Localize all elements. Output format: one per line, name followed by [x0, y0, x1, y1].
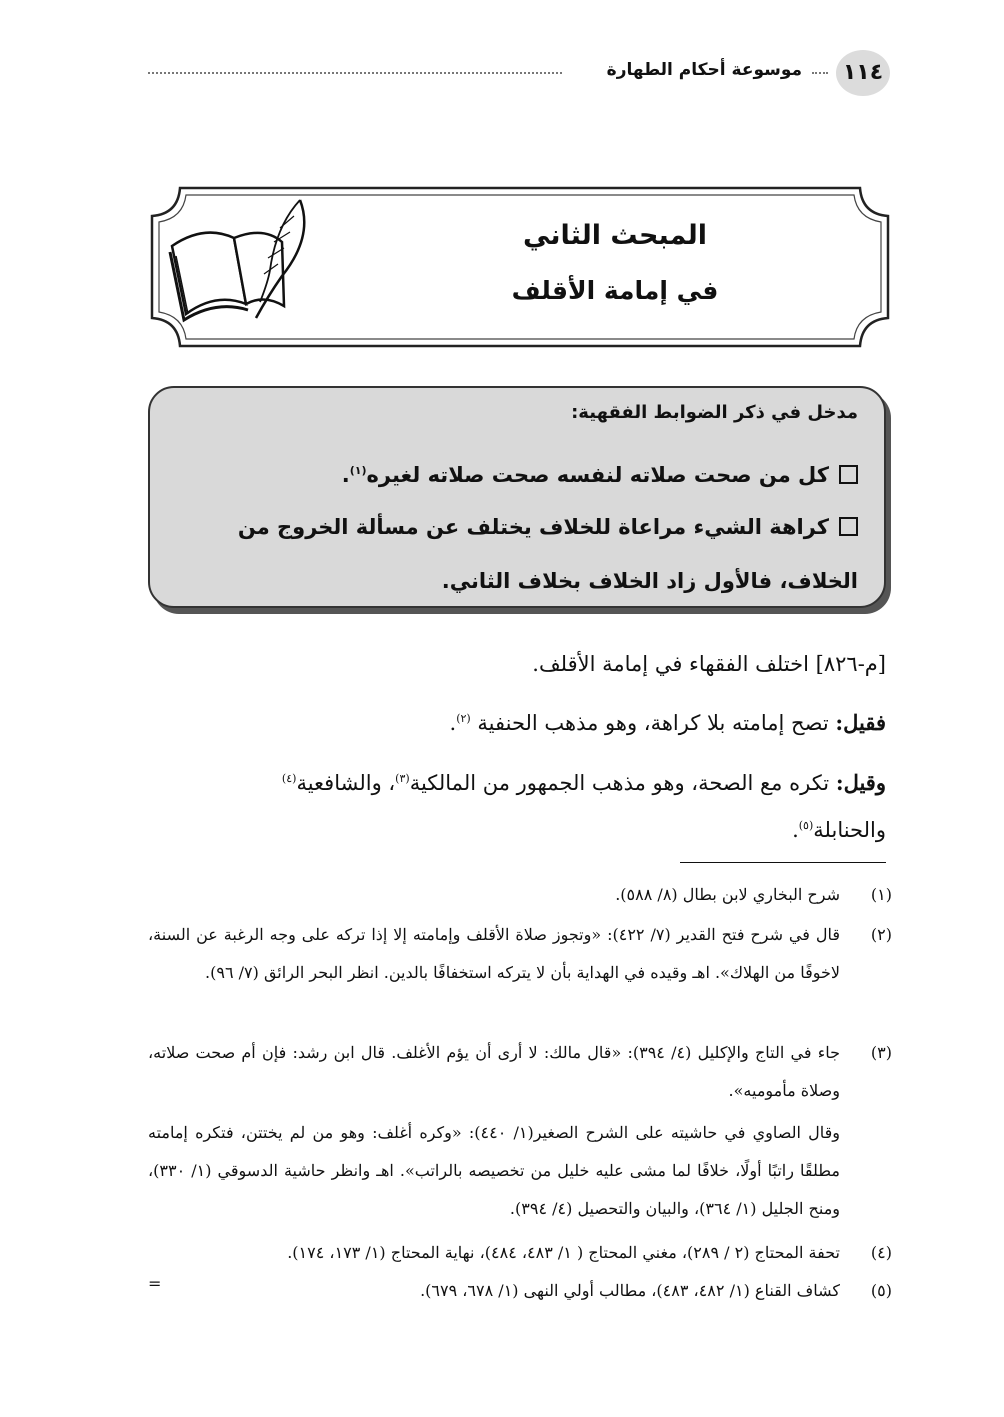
principle-text: كل من صحت صلاته لنفسه صحت صلاته لغيره [366, 463, 829, 487]
footnote-ref: (٣) [395, 772, 410, 785]
paragraph-intro: [م-٨٢٦] اختلف الفقهاء في إمامة الأقلف. [532, 652, 886, 676]
footnote-number: (٣) [870, 1043, 892, 1062]
page-number: ١١٤ [836, 50, 890, 96]
footnote-number: (٥) [870, 1281, 892, 1300]
principles-heading: مدخل في ذكر الضوابط الفقهية: [571, 402, 858, 423]
section-title: المبحث الثاني [523, 220, 707, 251]
footnote-number: (٢) [870, 925, 892, 944]
book-and-quill-icon [164, 196, 314, 326]
running-header [140, 50, 892, 96]
footnote-1 [148, 876, 892, 914]
footnote-text: جاء في التاج والإكليل (٤/ ٣٩٤): «قال مالك: لا أرى أن يؤم الأغلف. قال ابن رشد: فإن أم صحت صلاته، وصلاة مأموميه». [148, 1043, 841, 1100]
section-subtitle: في إمامة الأقلف [511, 276, 719, 305]
opinion-text: والحنابلة [813, 818, 886, 842]
footnote-text: شرح البخاري لابن بطال (٨/ ٥٨٨). [615, 885, 840, 904]
paragraph-opinion-2 [150, 770, 886, 795]
footnote-ref: (٤) [281, 772, 297, 785]
footnote-ref: (٢) [456, 712, 471, 725]
footnote-text: كشاف القناع (١/ ٤٨٢، ٤٨٣)، مطالب أولي النهى (١/ ٦٧٨، ٦٧٩). [420, 1281, 840, 1300]
header-dotted-rule [148, 72, 562, 74]
footnote-number: (٤) [870, 1243, 892, 1262]
book-title: موسوعة أحكام الطهارة [599, 60, 810, 80]
footnote-3-continued [148, 1114, 892, 1228]
checkbox-icon [839, 465, 858, 484]
footnote-ref: (٥) [798, 819, 814, 832]
footnote-3 [148, 1034, 892, 1110]
principles-box [148, 386, 886, 608]
section-title-frame [150, 186, 890, 348]
footnote-2 [148, 916, 892, 992]
header-dotted-rule-short [812, 72, 828, 74]
footnote-text: قال في شرح فتح القدير (٧/ ٤٢٢): «وتجوز صلاة الأقلف وإمامته إلا إذا تركه على وجه الرغبة عن السنة، لاخوفًا من الهلاك». اهـ وقيده في الهداية بأن لا يتركه استخفافًا بالدين. انظر البحر الرائق (٧/ ٩٦). [148, 925, 841, 982]
principle-item: كل من صحت صلاته لنفسه صحت صلاته لغيره$^{(١)}$. [164, 444, 858, 502]
continuation-mark: = [148, 1274, 162, 1293]
footnote-number: (١) [870, 885, 892, 904]
checkbox-icon [839, 517, 858, 536]
paragraph-opinion-2-cont: والحنابلة$^{(٥)}$. [792, 818, 886, 842]
footnote-4 [148, 1234, 892, 1272]
opinion-text: تكره مع الصحة، وهو مذهب الجمهور من المالكية [409, 771, 836, 795]
opinion-text: تصح إمامته بلا كراهة، وهو مذهب الحنفية [470, 711, 836, 735]
footnote-text: تحفة المحتاج (٢ / ٢٨٩)، مغني المحتاج ( ١/ ٤٨٣، ٤٨٤)، نهاية المحتاج (١/ ١٧٣، ١٧٤). [287, 1243, 840, 1262]
opinion-label: فقيل: [835, 710, 886, 735]
paragraph-opinion-1: فقيل: تصح إمامته بلا كراهة، وهو مذهب الحنفية $^{(٢)}$. [449, 710, 886, 735]
footnote-ref: (١) [349, 464, 367, 477]
principle-text: كراهة الشيء مراعاة للخلاف يختلف عن مسألة الخروج من الخلاف، فالأول زاد الخلاف بخلاف الثاني. [237, 515, 858, 593]
footnote-5 [148, 1272, 892, 1310]
footnote-separator [680, 862, 886, 863]
opinion-label: وقيل: [835, 770, 886, 795]
footnote-text: وقال الصاوي في حاشيته على الشرح الصغير(١/ ٤٤٠): «وكره أغلف: وهو من لم يختتن، فتكره إمامته مطلقًا راتبًا أولًا، خلافًا لما مشى عليه خليل من تخصيصه بالراتب». اهـ وانظر حاشية الدسوقي (١/ ٣٣٠)، ومنح الجليل (١/ ٣٦٤)، والبيان والتحصيل (٤/ ٣٩٤). [148, 1123, 841, 1218]
principle-item [164, 500, 858, 608]
opinion-text: ، والشافعية [296, 771, 396, 795]
